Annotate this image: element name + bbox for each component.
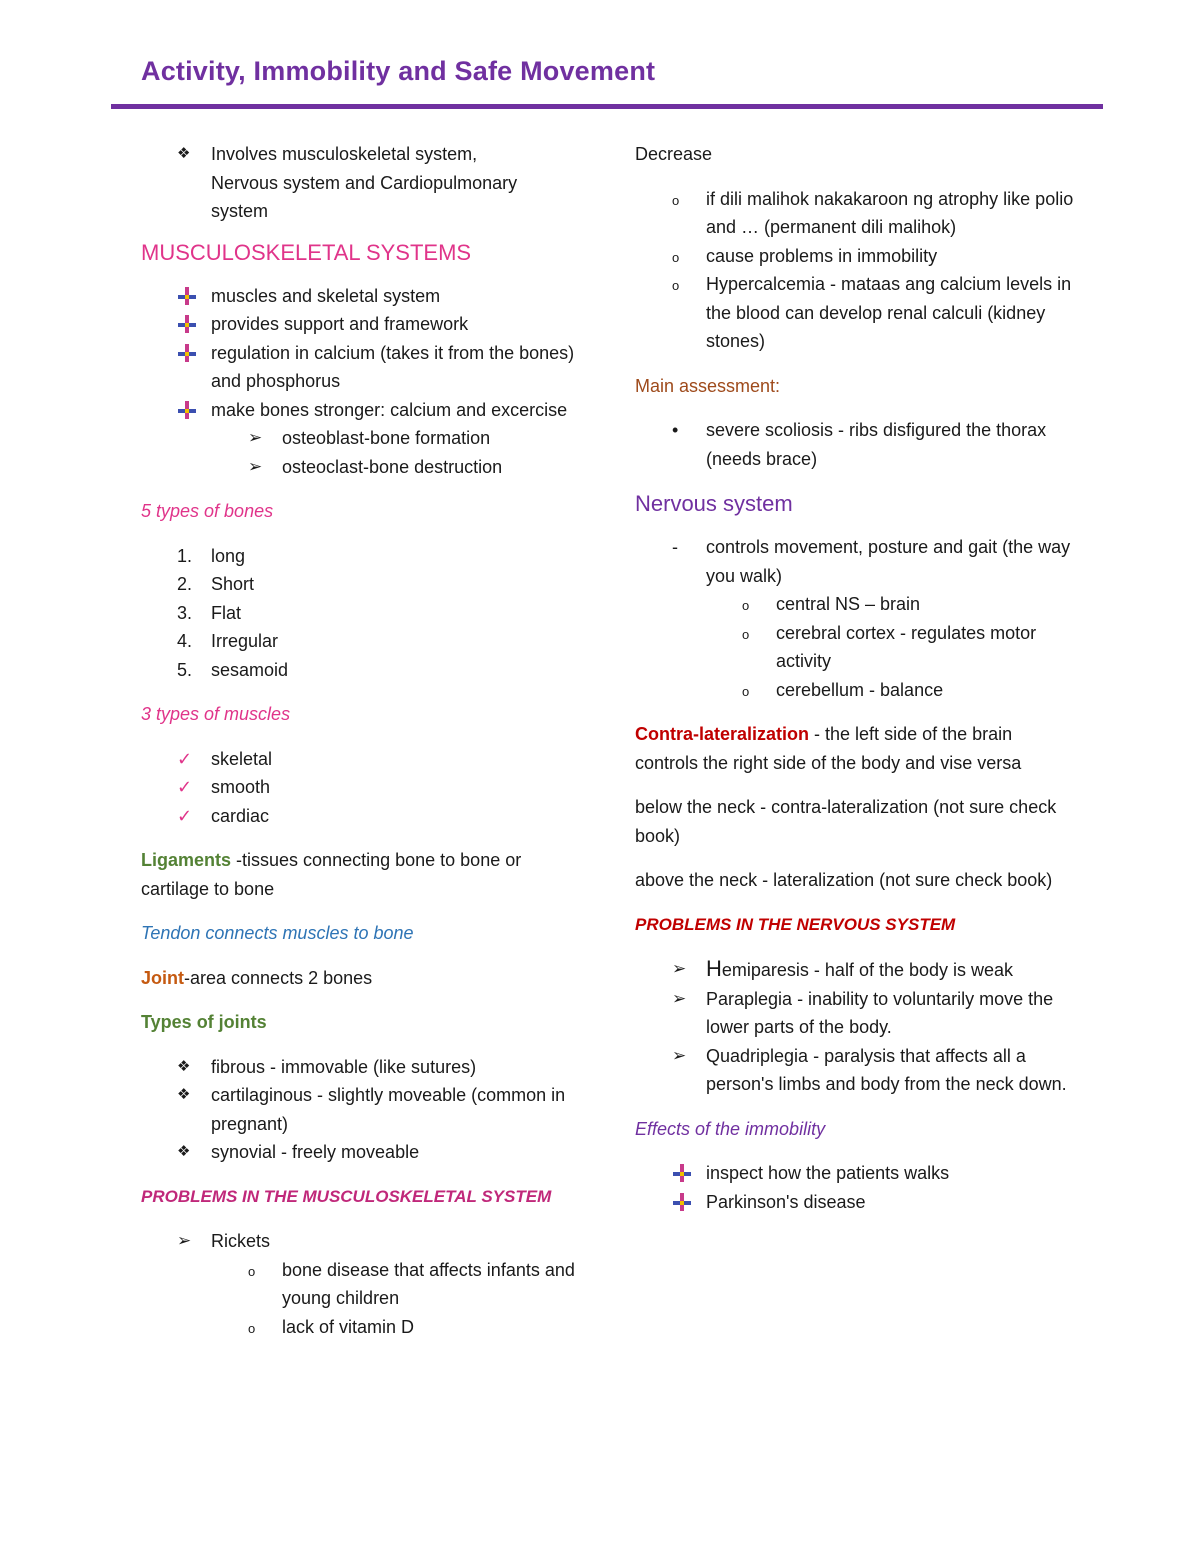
hollow-circle-bullet-icon: o: [672, 192, 680, 208]
list-item: inspect how the patients walks: [635, 1159, 1075, 1188]
hollow-circle-bullet-icon: o: [672, 278, 680, 293]
list-item: ➢ Quadriplegia - paralysis that affects all a person's limbs and body from the neck down.: [635, 1042, 1075, 1099]
joint-paragraph: Joint-area connects 2 bones: [141, 967, 373, 988]
arrowhead-bullet-icon: ➢: [672, 1045, 687, 1065]
list-item: o Hypercalcemia - mataas ang calcium levels in the blood can develop renal calculi (kidney stones): [672, 274, 1072, 351]
list-item: 4. Irregular: [177, 631, 279, 651]
bones-heading: 5 types of bones: [141, 501, 274, 521]
list-item: ➢ osteoclast-bone destruction: [141, 453, 581, 482]
right-column: [635, 140, 1075, 1232]
list-item: ❖ cartilaginous - slightly moveable (common in pregnant): [141, 1081, 581, 1138]
checkmark-bullet-icon: ✓: [177, 748, 193, 769]
below-neck-paragraph: below the neck - contra-lateralization (not sure check book): [635, 797, 1057, 846]
arrowhead-bullet-icon: ➢: [672, 988, 687, 1008]
cross-star-bullet-icon: [177, 286, 197, 306]
list-item: regulation in calcium (takes it from the bones) and phosphorus: [141, 339, 581, 396]
list-item: o cerebral cortex - regulates motor activity: [742, 622, 1037, 671]
musculoskeletal-problems-heading: PROBLEMS IN THE MUSCULOSKELETAL SYSTEM: [141, 1186, 552, 1206]
nervous-problems-list: [635, 955, 1075, 1099]
list-item: 3. Flat: [177, 602, 242, 623]
contra-lateralization-paragraph: Contra-lateralization - the left side of the brain controls the right side of the body and vise versa: [635, 724, 1022, 773]
list-item: ➢ Paraplegia - inability to voluntarily move the lower parts of the body.: [635, 985, 1075, 1042]
nervous-system-heading: Nervous system: [635, 491, 793, 516]
problems-list: [141, 1227, 581, 1256]
above-neck-paragraph: above the neck - lateralization (not sure check book): [635, 870, 1053, 890]
nervous-problems-heading: PROBLEMS IN THE NERVOUS SYSTEM: [635, 914, 956, 934]
title-rule: [111, 104, 1103, 109]
four-diamond-bullet-icon: ❖: [177, 1143, 191, 1160]
list-item: ➢ osteoblast-bone formation: [141, 424, 581, 453]
four-diamond-bullet-icon: ❖: [177, 1086, 191, 1103]
cross-star-bullet-icon: [177, 400, 197, 420]
arrowhead-bullet-icon: ➢: [248, 456, 263, 476]
hollow-circle-bullet-icon: o: [742, 626, 750, 642]
checkmark-bullet-icon: ✓: [177, 777, 193, 797]
list-item: ❖ fibrous - immovable (like sutures): [141, 1053, 581, 1082]
musculoskeletal-list: [141, 282, 581, 425]
intro-item: ❖ Involves musculoskeletal system, Nervous system and Cardiopulmonary system: [141, 140, 581, 226]
effects-list: [635, 1159, 1075, 1216]
joints-list: [141, 1053, 581, 1167]
list-item: o bone disease that affects infants and young children: [248, 1259, 575, 1308]
checkmark-bullet-icon: ✓: [177, 805, 193, 826]
cross-star-bullet-icon: [177, 343, 197, 363]
list-item: ➢ Hemiparesis - half of the body is weak: [635, 955, 1075, 985]
four-diamond-bullet-icon: ❖: [177, 1057, 191, 1075]
list-item: make bones stronger: calcium and excercise: [141, 396, 581, 425]
list-item: - controls movement, posture and gait (the way you walk): [635, 533, 1075, 590]
decrease-list: [635, 185, 1075, 356]
decrease-heading: Decrease: [635, 144, 713, 164]
four-diamond-bullet-icon: ❖: [177, 145, 191, 162]
hollow-circle-bullet-icon: o: [248, 1320, 256, 1336]
cross-star-bullet-icon: [177, 314, 197, 334]
cross-star-bullet-icon: [672, 1163, 692, 1183]
assessment-list: [635, 416, 1075, 473]
arrowhead-bullet-icon: ➢: [672, 959, 687, 978]
page-title: Activity, Immobility and Safe Movement: [141, 56, 656, 86]
list-item: o cause problems in immobility: [635, 242, 1075, 271]
list-item: o central NS – brain: [635, 590, 1075, 619]
cross-star-bullet-icon: [672, 1192, 692, 1212]
list-item: ✓ cardiac: [141, 802, 581, 831]
ligaments-paragraph: Ligaments -tissues connecting bone to bone or cartilage to bone: [141, 850, 522, 899]
list-item: o cerebellum - balance: [635, 676, 1075, 705]
list-item: o if dili malihok nakakaroon ng atrophy like polio and … (permanent dili malihok): [672, 188, 1074, 237]
joints-heading: Types of joints: [141, 1012, 267, 1032]
list-item: ➢ Rickets: [141, 1227, 581, 1256]
list-item: 5. sesamoid: [177, 659, 289, 680]
dash-bullet-icon: -: [672, 537, 678, 557]
main-assessment-heading: Main assessment:: [635, 375, 781, 396]
muscles-list: [141, 745, 581, 831]
list-item: 1. long: [177, 545, 246, 566]
list-item: ✓ smooth: [141, 773, 581, 802]
musculoskeletal-heading: MUSCULOSKELETAL SYSTEMS: [141, 239, 472, 265]
bone-cells-list: [141, 424, 581, 481]
hollow-circle-bullet-icon: o: [742, 598, 750, 613]
hollow-circle-bullet-icon: o: [248, 1263, 256, 1279]
muscles-heading: 3 types of muscles: [141, 704, 291, 724]
list-item: o lack of vitamin D: [141, 1313, 581, 1342]
bones-list: [141, 542, 581, 685]
effects-heading: Effects of the immobility: [635, 1118, 826, 1139]
intro-list: [141, 140, 581, 226]
list-item: provides support and framework: [141, 310, 581, 339]
nervous-list: [635, 533, 1075, 590]
arrowhead-bullet-icon: ➢: [177, 1231, 192, 1250]
hollow-circle-bullet-icon: o: [742, 683, 750, 699]
list-item: ✓ skeletal: [141, 745, 581, 774]
list-item: 2. Short: [177, 574, 255, 594]
left-column: [141, 140, 581, 1357]
nervous-sub-list: [635, 590, 1075, 704]
list-item: muscles and skeletal system: [141, 282, 581, 311]
list-item: • severe scoliosis - ribs disfigured the thorax (needs brace): [635, 416, 1075, 473]
filled-dot-bullet-icon: •: [672, 420, 679, 440]
list-item: ❖ synovial - freely moveable: [141, 1138, 581, 1167]
rickets-details-list: [141, 1256, 581, 1342]
hollow-circle-bullet-icon: o: [672, 249, 680, 265]
tendon-paragraph: Tendon connects muscles to bone: [141, 923, 414, 943]
arrowhead-bullet-icon: ➢: [248, 428, 263, 447]
list-item: Parkinson's disease: [635, 1188, 1075, 1217]
